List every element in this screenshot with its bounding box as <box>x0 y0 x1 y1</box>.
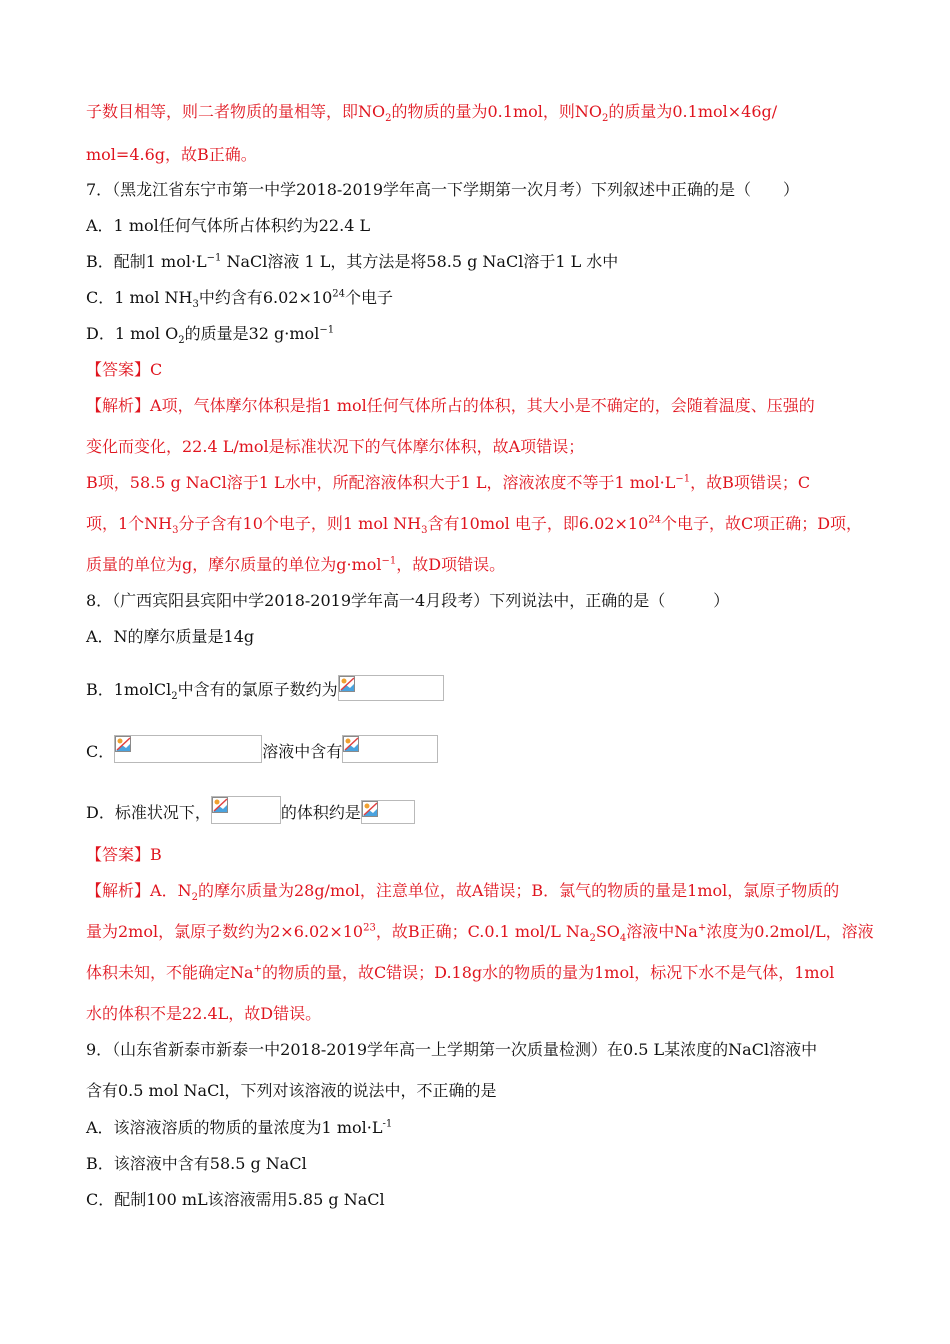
q8-option-c: C． 溶液中含有 <box>86 735 438 763</box>
q8-answer <box>86 844 162 866</box>
explanation-tag: 【解析】 <box>86 881 151 900</box>
q7-explanation-line-1: 【解析】A项，气体摩尔体积是指1 mol任何气体所占的体积，其大小是不确定的，会随着温度、压强的 <box>86 396 815 415</box>
q9-stem-line-2: 含有0.5 mol NaCl，下列对该溶液的说法中，不正确的是 <box>86 1081 497 1100</box>
q8-explanation-line-4: 水的体积不是22.4L，故D错误。 <box>86 1004 322 1023</box>
prev-explanation-line-1: 子数目相等，则二者物质的量相等，即$NO_2$的物质的量为0.1mol，则$NO_2$的质量为0.1mol×46g/ <box>86 102 778 125</box>
q7-stem: 7．（黑龙江省东宁市第一中学2018-2019学年高一下学期第一次月考）下列叙述中正确的是（ ） <box>86 180 800 199</box>
q7-explanation-line-4: 项，1个$NH_3$分子含有10个电子，则1 mol $NH_3$含有10mol 电子，即$6.02\times 10^{24}$个电子，故C项正确；D项， <box>86 514 863 537</box>
broken-image-icon <box>115 736 133 754</box>
q8-explanation-line-2: 量为2mol，氯原子数约为$2\times 6.02\times 10^{23}$，故B正确；C.0.1 mol/L $Na_2SO_4$溶液中Na+浓度为0.2mol/L，溶液 <box>86 922 874 945</box>
explanation-tag: 【解析】 <box>86 396 151 415</box>
broken-image-icon <box>339 676 357 694</box>
q7-option-d: D．1 mol $O_2$的质量是32 g·mol$^{-1}$ <box>86 324 335 347</box>
q8-option-a: A．N的摩尔质量是14g <box>86 627 255 646</box>
answer-value: C <box>150 360 163 379</box>
broken-image-icon <box>362 801 380 819</box>
broken-image-placeholder <box>114 735 262 763</box>
q7-option-a: A．1 mol任何气体所占体积约为22.4 L <box>86 216 371 235</box>
q8-stem: 8．（广西宾阳县宾阳中学2018-2019学年高一4月段考）下列说法中，正确的是（ ） <box>86 591 730 610</box>
answer-tag: 【答案】 <box>86 360 151 379</box>
q9-option-b: B．该溶液中含有58.5 g NaCl <box>86 1154 307 1173</box>
q9-stem-line-1: 9．（山东省新泰市新泰一中2018-2019学年高一上学期第一次质量检测）在0.5 L某浓度的NaCl溶液中 <box>86 1040 818 1059</box>
q7-explanation-line-5: 质量的单位为g，摩尔质量的单位为g·mol$^{-1}$，故D项错误。 <box>86 555 506 574</box>
q7-answer <box>86 359 162 381</box>
broken-image-placeholder <box>211 796 281 824</box>
q8-option-d: D．标准状况下， 的体积约是 <box>86 796 415 824</box>
q7-explanation-line-2: 变化而变化，22.4 L/mol是标准状况下的气体摩尔体积，故A项错误； <box>86 437 585 456</box>
answer-tag: 【答案】 <box>86 845 151 864</box>
q9-option-c: C．配制100 mL该溶液需用5.85 g NaCl <box>86 1190 385 1209</box>
broken-image-placeholder <box>361 800 415 824</box>
q7-explanation-line-3: B项，58.5 g NaCl溶于1 L水中，所配溶液体积大于1 L，溶液浓度不等于1 $mol\cdot L^{-1}$，故B项错误；C <box>86 473 811 492</box>
q7-option-b: B．配制1 $mol\cdot L^{-1}$ NaCl溶液 1 L，其方法是将58.5 g NaCl溶于1 L 水中 <box>86 252 619 271</box>
q8-explanation-line-3: 体积未知，不能确定Na+的物质的量，故C错误；D.18g水的物质的量为1mol，标况下水不是气体，1mol <box>86 963 835 982</box>
answer-value: B <box>150 845 162 864</box>
q9-option-a: A．该溶液溶质的物质的量浓度为1 $mol\cdot L^{-1}$ <box>86 1118 393 1137</box>
broken-image-placeholder <box>338 675 444 701</box>
q8-option-b: B．1molCl$_2$中含有的氯原子数约为 <box>86 675 444 701</box>
q7-option-c: C．1 mol $NH_3$中约含有$6.02\times 10^{24}$个电子 <box>86 288 394 311</box>
broken-image-placeholder <box>342 735 438 763</box>
q8-explanation-line-1: 【解析】A．$N_2$的摩尔质量为28g/mol，注意单位，故A错误；B．氯气的物质的量是1mol，氯原子物质的 <box>86 881 840 904</box>
prev-explanation-line-2: mol=4.6g，故B正确。 <box>86 145 257 164</box>
broken-image-icon <box>343 736 361 754</box>
broken-image-icon <box>212 797 230 815</box>
